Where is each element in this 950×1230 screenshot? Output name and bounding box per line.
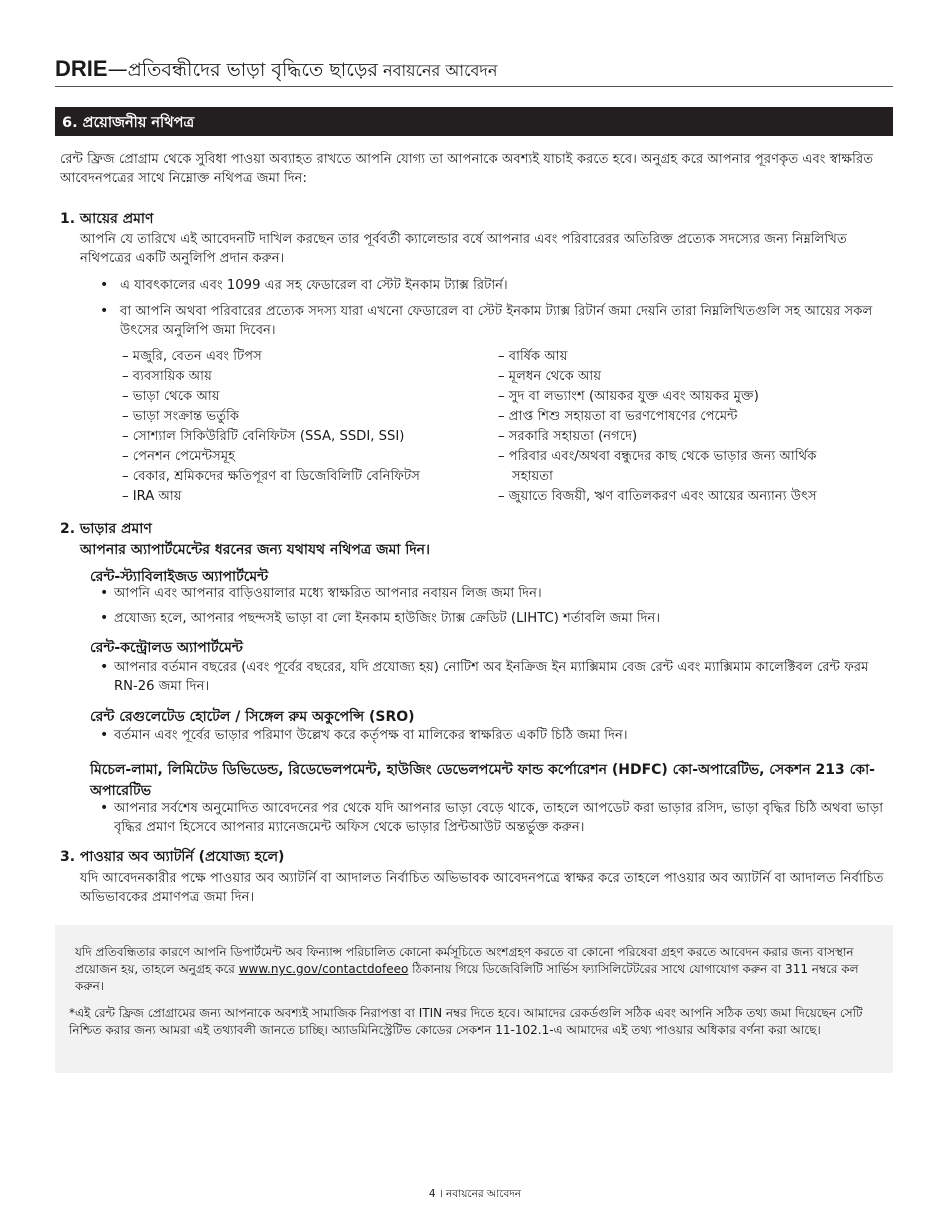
rent-subheading: আপনার অ্যাপার্টমেন্টের ধরনের জন্য যথাযথ নথিপত্র জমা দিন। xyxy=(80,542,431,558)
hdfc-bullet-1-text: আপনার সর্বশেষ অনুমোদিত আবেদনের পর থেকে যদি আপনার ভাড়া বেড়ে থাকে, তাহলে আপডেট করা ভাড়ার রসিদ, ভাড়া বৃদ্ধির চিঠি অথবা ভাড়া বৃদ্ধির প্রমাণ হিসেবে আপনার ম্যানেজমেন্ট অফিস থেকে ভাড়ার প্রিন্টআউট অন্তর্ভুক্ত করুন। xyxy=(114,801,884,835)
contact-link[interactable]: www.nyc.gov/contactdofeeo xyxy=(238,962,409,976)
income-source-item: – ব্যবসায়িক আয় xyxy=(122,369,212,384)
accessibility-note-post: ঠিকানায় গিয়ে ডিজেবিলিটি সার্ভিস ফ্যাসিলিটেটরের সাথে যোগাযোগ করুন বা 311 নম্বরে কল করুন। xyxy=(75,962,859,993)
income-source-item-continued: সহায়তা xyxy=(512,469,553,484)
controlled-heading: রেন্ট-কন্ট্রোলড অ্যাপার্টমেন্ট xyxy=(90,640,243,656)
income-bullet-2-text: বা আপনি অথবা পরিবারের প্রত্যেক সদস্য যারা এখনো ফেডারেল বা স্টেট ইনকাম ট্যাক্স রিটার্ন জমা দেয়নি তারা নিম্নলিখিতগুলি সহ আয়ের সকল উৎসের অনুলিপি জমা দিবেন। xyxy=(120,304,873,338)
income-source-item: – ভাড়া সংক্রান্ত ভর্তুকি xyxy=(122,409,240,424)
bullet-icon: • xyxy=(100,800,109,816)
section-title: 6. প্রয়োজনীয় নথিপত্র xyxy=(62,115,195,131)
program-name: DRIE xyxy=(55,56,108,81)
rent-heading: 2. ভাড়ার প্রমাণ xyxy=(60,521,152,537)
income-source-item: – সুদ বা লভ্যাংশ (আয়কর যুক্ত এবং আয়কর মুক্ত) xyxy=(498,389,759,404)
sro-bullet-1-text: বর্তমান এবং পূর্বের ভাড়ার পরিমাণ উল্লেখ করে কর্তৃপক্ষ বা মালিকের স্বাক্ষরিত একটি চিঠি জমা দিন। xyxy=(114,728,628,743)
income-source-item: – সরকারি সহায়তা (নগদে) xyxy=(498,429,638,444)
income-source-item: – মূলধন থেকে আয় xyxy=(498,369,602,384)
stabilized-bullet-1 xyxy=(100,584,890,603)
accessibility-note-pre: যদি প্রতিবন্ধিতার কারণে আপনি ডিপার্টমেন্ট অব ফিন্যান্স পরিচালিত কোনো কর্মসূচিতে অংশগ্রহণ করতে বা কোনো পরিষেবা গ্রহণ করতে আবেদন করার জন্য বাসস্থান প্রয়োজন হয়, তাহলে অনুগ্রহ করে xyxy=(75,945,854,976)
sro-heading: রেন্ট রেগুলেটেড হোটেল / সিঙ্গেল রুম অকুপেন্সি (SRO) xyxy=(90,709,415,725)
bullet-icon: • xyxy=(100,659,109,675)
hdfc-heading: মিচেল-লামা, লিমিটেড ডিভিডেন্ড, রিডেভেলপমেন্ট, হাউজিং ডেভেলপমেন্ট ফান্ড কর্পোরেশন (HDFC) কো-অপারেটিভ, সেকশন 213 কো-অপারেটিভ xyxy=(90,762,875,799)
stabilized-heading: রেন্ট-স্ট্যাবিলাইজড অ্যাপার্টমেন্ট xyxy=(90,569,269,585)
income-sources-left xyxy=(122,347,492,507)
income-source-item: – ভাড়া থেকে আয় xyxy=(122,389,220,404)
poa-heading: 3. পাওয়ার অব অ্যাটর্নি (প্রযোজ্য হলে) xyxy=(60,849,285,865)
accessibility-note xyxy=(75,944,875,995)
bullet-icon: • xyxy=(100,277,109,293)
page-header xyxy=(55,56,893,87)
section-heading-bar xyxy=(55,107,893,136)
title-part1: প্রতিবন্ধীদের ভাড়া বৃদ্ধিতে ছাড়ের xyxy=(127,59,378,81)
controlled-bullet-1-text: আপনার বর্তমান বছরের (এবং পূর্বের বছরের, যদি প্রযোজ্য হয়) নোটিশ অব ইনক্রিজ ইন ম্যাক্সিমাম বেজ রেন্ট এবং ম্যাক্সিমাম কালেক্টিবল রেন্ট ফরম RN-26 জমা দিন। xyxy=(114,660,869,694)
income-source-item: – বেকার, শ্রমিকদের ক্ষতিপূরণ বা ডিজেবিলিটি বেনিফিটস xyxy=(122,469,420,484)
hdfc-bullet-1 xyxy=(100,799,890,837)
income-source-item: – সোশ্যাল সিকিউরিটি বেনিফিটস (SSA, SSDI, SSI) xyxy=(122,429,405,444)
intro-paragraph: রেন্ট ফ্রিজ প্রোগ্রাম থেকে সুবিধা পাওয়া অব্যাহত রাখতে আপনি যোগ্য তা আপনাকে অবশ্যই যাচাই করতে হবে। অনুগ্রহ করে আপনার পূরণকৃত এবং স্বাক্ষরিত আবেদনপত্রের সাথে নিম্নোক্ত নথিপত্র জমা দিন: xyxy=(60,152,874,186)
income-source-item: – পেনশন পেমেন্টসমূহ xyxy=(122,449,236,464)
income-source-item: – প্রাপ্ত শিশু সহায়তা বা ভরণপোষণের পেমেন্ট xyxy=(498,409,738,424)
page-footer: 4 । নবায়নের আবেদন xyxy=(428,1188,522,1200)
income-bullet-1 xyxy=(100,276,890,295)
bullet-icon: • xyxy=(100,303,109,319)
bullet-icon: • xyxy=(100,727,109,743)
income-source-item: – পরিবার এবং/অথবা বন্ধুদের কাছ থেকে ভাড়ার জন্য আর্থিক xyxy=(498,449,817,464)
notice-box xyxy=(55,925,893,1073)
bullet-icon: • xyxy=(100,585,109,601)
ssn-note: *এই রেন্ট ফ্রিজ প্রোগ্রামের জন্য আপনাকে অবশ্যই সামাজিক নিরাপত্তা বা ITIN নম্বর দিতে হবে। আমাদের রেকর্ডগুলি সঠিক এবং আপনি সঠিক তথ্য জমা দিয়েছেন সেটি নিশ্চিত করার জন্য আমরা এই তথ্যাবলী জানতে চাচ্ছি। অ্যাডমিনিস্ট্রেটিভ কোডের সেকশন 11-102.1-এ আমাদের এই তথ্য পাওয়ার অধিকার বর্ণনা করা আছে। xyxy=(69,1006,863,1037)
title-part2: নবায়নের আবেদন xyxy=(383,61,498,80)
title-dash: — xyxy=(107,57,128,81)
bullet-icon: • xyxy=(100,610,109,626)
income-heading: 1. আয়ের প্রমাণ xyxy=(60,211,154,227)
income-source-item: – IRA আয় xyxy=(122,489,182,504)
income-source-item: – বার্ষিক আয় xyxy=(498,349,568,364)
income-bullet-2 xyxy=(100,302,895,340)
poa-text: যদি আবেদনকারীর পক্ষে পাওয়ার অব অ্যাটর্নি বা আদালত নির্বাচিত অভিভাবক আবেদনপত্রে স্বাক্ষর করে তাহলে পাওয়ার অব অ্যাটর্নি বা আদালত নির্বাচিত অভিভাবকের প্রমাণপত্র জমা দিন। xyxy=(80,871,884,905)
income-sources-right xyxy=(498,347,890,507)
stabilized-bullet-1-text: আপনি এবং আপনার বাড়িওয়ালার মধ্যে স্বাক্ষরিত আপনার নবায়ন লিজ জমা দিন। xyxy=(114,586,542,601)
income-text: আপনি যে তারিখে এই আবেদনটি দাখিল করছেন তার পূর্ববর্তী ক্যালেন্ডার বর্ষে আপনার এবং পরিবারেরর অতিরিক্ত প্রত্যেক সদস্যের জন্য নিম্নলিখিত নথিপত্রের একটি অনুলিপি প্রদান করুন। xyxy=(80,232,847,266)
income-source-item: – জুয়াতে বিজয়ী, ঋণ বাতিলকরণ এবং আয়ের অন্যান্য উৎস xyxy=(498,489,817,504)
stabilized-bullet-2 xyxy=(100,609,890,628)
income-source-item: – মজুরি, বেতন এবং টিপস xyxy=(122,349,262,364)
income-bullet-1-text: এ যাবৎকালের এবং 1099 এর সহ ফেডারেল বা স্টেট ইনকাম ট্যাক্স রিটার্ন। xyxy=(120,278,508,293)
controlled-bullet-1 xyxy=(100,658,890,696)
sro-bullet-1 xyxy=(100,726,890,745)
stabilized-bullet-2-text: প্রযোজ্য হলে, আপনার পছন্দসই ভাড়া বা লো ইনকাম হাউজিং ট্যাক্স ক্রেডিট (LIHTC) শর্তাবলি জমা দিন। xyxy=(114,611,661,626)
